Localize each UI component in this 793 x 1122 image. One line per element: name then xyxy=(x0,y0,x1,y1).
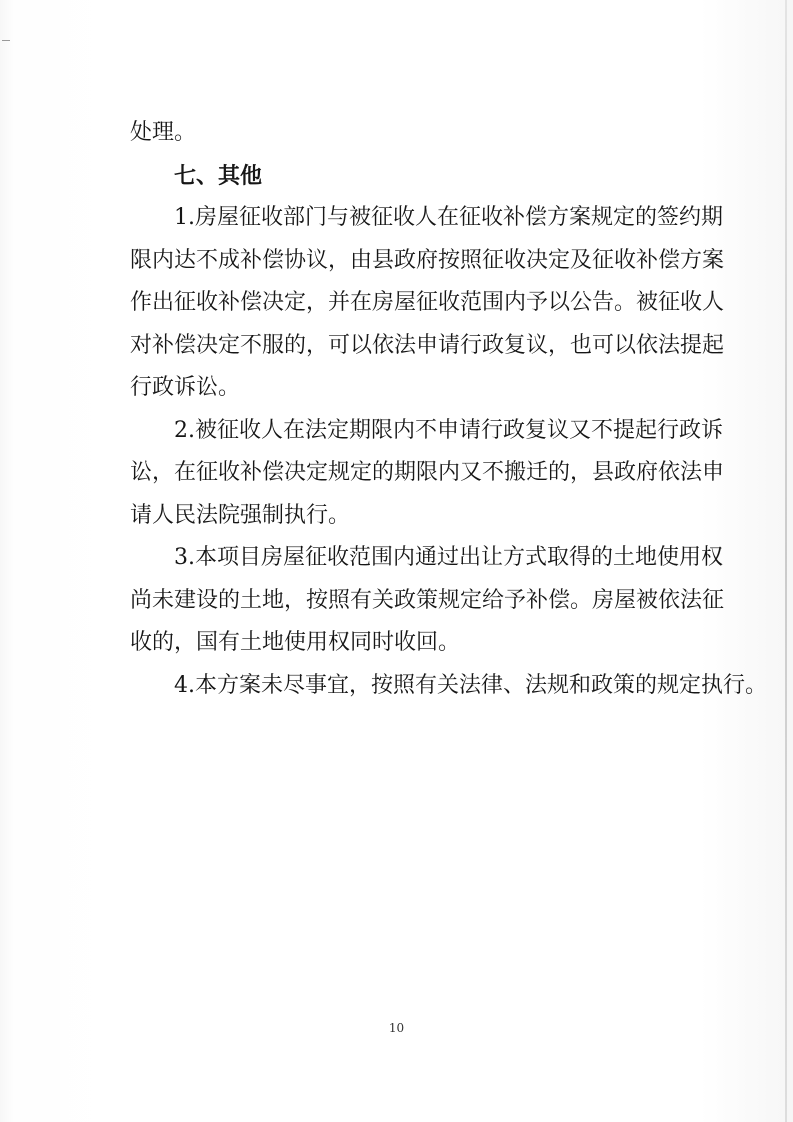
body-line: 讼，在征收补偿决定规定的期限内又不搬迁的，县政府依法申 xyxy=(130,460,725,485)
body-line: 收的，国有土地使用权同时收回。 xyxy=(130,630,461,655)
body-line: 请人民法院强制执行。 xyxy=(130,502,351,528)
document-body xyxy=(130,116,767,711)
body-line: 对补偿决定不服的，可以依法申请行政复议，也可以依法提起 xyxy=(130,332,725,358)
page-number: 10 xyxy=(388,1021,405,1035)
body-line: 作出征收补偿决定，并在房屋征收范围内予以公告。被征收人 xyxy=(130,290,725,315)
body-line: 1.房屋征收部门与被征收人在征收补偿方案规定的签约期 xyxy=(174,205,723,230)
body-line: 3.本项目房屋征收范围内通过出让方式取得的土地使用权 xyxy=(174,545,723,570)
body-line: 行政诉讼。 xyxy=(130,375,241,400)
body-line: 2.被征收人在法定期限内不申请行政复议又不提起行政诉 xyxy=(174,417,723,443)
page-edge-shadow xyxy=(785,0,787,1122)
body-line: 处理。 xyxy=(130,120,197,145)
scan-edge-mark xyxy=(2,40,10,41)
body-line: 尚未建设的土地，按照有关政策规定给予补偿。房屋被依法征 xyxy=(130,587,725,613)
section-heading: 七、其他 xyxy=(174,162,263,189)
body-line: 4.本方案未尽事宜，按照有关法律、法规和政策的规定执行。 xyxy=(174,672,767,698)
body-line: 限内达不成补偿协议，由县政府按照征收决定及征收补偿方案 xyxy=(130,247,725,273)
